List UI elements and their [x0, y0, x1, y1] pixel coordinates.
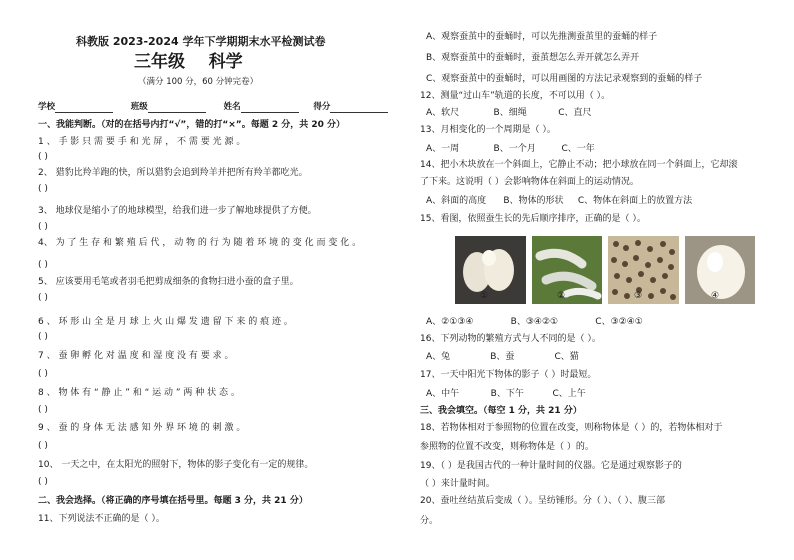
- name-label: 姓名: [223, 102, 241, 112]
- q3-text: 3、 地球仪是缩小了的地球模型，给我们进一步了解地球提供了方便。: [38, 206, 317, 216]
- q12-option-a[interactable]: A、软尺: [426, 108, 460, 118]
- q20-text-line1: 20、蚕吐丝结茧后变成（ ）。呈纺锤形。分（ ）、（ ）、腹三部: [420, 496, 666, 506]
- q16-options: [426, 351, 579, 363]
- q12-option-c[interactable]: C、直尺: [558, 108, 592, 118]
- student-info-row: [38, 101, 388, 113]
- q10-text: 10、 一天之中，在太阳光的照射下，物体的影子变化有一定的规律。: [38, 460, 314, 470]
- q17-text: 17、一天中阳光下物体的影子（ ）时最短。: [420, 370, 597, 380]
- q13-options: [426, 143, 595, 155]
- photo-label-2: ②: [557, 291, 566, 301]
- q19-text-line2: （ ）来计量时间。: [420, 479, 495, 489]
- q12-text: 12、测量“过山车”轨道的长度，不可以用（ ）。: [420, 91, 611, 101]
- moth-image: [455, 236, 526, 304]
- school-field[interactable]: [55, 102, 113, 113]
- q1-answer-paren[interactable]: ( ): [38, 152, 48, 162]
- class-field[interactable]: [148, 102, 206, 113]
- photo-label-4: ④: [711, 291, 720, 301]
- grade-label: 三年级: [134, 52, 185, 72]
- q13-option-a[interactable]: A、一周: [426, 144, 460, 154]
- section1-heading: 一、我能判断。（对的在括号内打“√”，错的打“×”。每题 2 分，共 20 分）: [38, 120, 346, 130]
- q11-option-b[interactable]: B、观察蚕茧中的蚕蛹时，蚕茧想怎么弄开就怎么弄开: [426, 53, 640, 63]
- q12-option-b[interactable]: B、细绳: [493, 108, 527, 118]
- exam-note: （满分 100 分，60 分钟完卷）: [138, 77, 259, 87]
- q4-text: 4、 为 了 生 存 和 繁 殖 后 代 ， 动 物 的 行 为 随 着 环 境 的 变 化 而 变 化 。: [38, 238, 362, 248]
- school-label: 学校: [38, 102, 56, 112]
- q6-text: 6 、 环 形 山 全 是 月 球 上 火 山 爆 发 遗 留 下 来 的 痕 迹 。: [38, 317, 293, 327]
- q17-option-b[interactable]: B、下午: [490, 389, 524, 399]
- q16-option-a[interactable]: A、兔: [426, 352, 451, 362]
- q13-text: 13、月相变化的一个周期是（ ）。: [420, 125, 556, 135]
- q16-text: 16、下列动物的繁殖方式与人不同的是（ ）。: [420, 334, 601, 344]
- q14-option-a[interactable]: A、斜面的高度: [426, 196, 487, 206]
- q18-text-line2: 参照物的位置不改变，则称物体是（ ）的。: [420, 442, 594, 452]
- larvae-image: [532, 236, 603, 304]
- photo-silkworm-cocoon: [685, 236, 756, 304]
- q6-answer-paren[interactable]: ( ): [38, 332, 48, 342]
- q14-text-line1: 14、把小木块放在一个斜面上，它静止不动；把小球放在同一个斜面上，它却滚: [420, 160, 738, 170]
- class-label: 班级: [130, 102, 148, 112]
- q5-answer-paren[interactable]: ( ): [38, 293, 48, 303]
- eggs-image: [608, 236, 679, 304]
- grade-subject: [134, 52, 243, 72]
- q11-option-c[interactable]: C、观察蚕茧中的蚕蛹时，可以用画图的方法记录观察到的蚕蛹的样子: [426, 74, 703, 84]
- score-label: 得分: [313, 102, 331, 112]
- section2-heading: 二、我会选择。（将正确的序号填在括号里。每题 3 分，共 21 分）: [38, 496, 308, 506]
- q13-option-c[interactable]: C、一年: [561, 144, 595, 154]
- q10-answer-paren[interactable]: ( ): [38, 477, 48, 487]
- q12-options: [426, 107, 591, 119]
- photo-silkworm-larvae: [532, 236, 603, 304]
- q7-answer-paren[interactable]: ( ): [38, 369, 48, 379]
- q17-option-c[interactable]: C、上午: [552, 389, 586, 399]
- q16-option-c[interactable]: C、猫: [554, 352, 579, 362]
- q14-options: [426, 195, 692, 207]
- q17-option-a[interactable]: A、中午: [426, 389, 460, 399]
- q17-options: [426, 388, 586, 400]
- q14-option-c[interactable]: C、物体在斜面上的放置方法: [577, 196, 693, 206]
- q11-option-a[interactable]: A、观察蚕茧中的蚕蛹时，可以先推测蚕茧里的蚕蛹的样子: [426, 32, 658, 42]
- q19-text-line1: 19、（ ）是我国古代的一种计量时间的仪器。它是通过观察影子的: [420, 461, 682, 471]
- cocoon-image: [685, 236, 756, 304]
- q20-text-line2: 分。: [420, 516, 439, 526]
- q7-text: 7 、 蚕 卵 孵 化 对 温 度 和 湿 度 没 有 要 求 。: [38, 351, 234, 361]
- name-field[interactable]: [241, 102, 299, 113]
- q15-text: 15、看图，依照蚕生长的先后顺序排序，正确的是（ ）。: [420, 214, 646, 224]
- q13-option-b[interactable]: B、一个月: [493, 144, 536, 154]
- q15-option-a[interactable]: A、②①③④: [426, 317, 474, 327]
- q2-text: 2、 猎豹比羚羊跑的快，所以猎豹会追到羚羊并把所有羚羊都吃光。: [38, 168, 308, 178]
- exam-title: 科教版 2023-2024 学年下学期期末水平检测试卷: [76, 35, 326, 48]
- q9-text: 9 、 蚕 的 身 体 无 法 感 知 外 界 环 境 的 刺 激 。: [38, 423, 246, 433]
- score-field[interactable]: [330, 102, 388, 113]
- photo-silkworm-moths: [455, 236, 526, 304]
- subject-label: 科学: [208, 52, 243, 72]
- photo-silkworm-eggs: [608, 236, 679, 304]
- q14-option-b[interactable]: B、物体的形状: [503, 196, 564, 206]
- q15-option-b[interactable]: B、③④②①: [510, 317, 559, 327]
- q11-text: 11、下列说法不正确的是（ ）。: [38, 514, 165, 524]
- q15-options: [426, 316, 643, 328]
- photo-label-1: ①: [480, 291, 489, 301]
- silkworm-photos: [455, 236, 755, 304]
- photo-label-3: ③: [634, 291, 643, 301]
- q14-text-line2: 了下来。这说明（ ）会影响物体在斜面上的运动情况。: [420, 177, 639, 187]
- q3-answer-paren[interactable]: ( ): [38, 222, 48, 232]
- q8-text: 8 、 物 体 有 “ 静 止 ” 和 “ 运 动 ” 两 种 状 态 。: [38, 388, 240, 398]
- q8-answer-paren[interactable]: ( ): [38, 405, 48, 415]
- q18-text-line1: 18、若物体相对于参照物的位置在改变，则称物体是（ ）的，若物体相对于: [420, 423, 723, 433]
- q9-answer-paren[interactable]: ( ): [38, 441, 48, 451]
- q1-text: 1 、 手 影 只 需 要 手 和 光 屏 ， 不 需 要 光 源 。: [38, 137, 246, 147]
- q16-option-b[interactable]: B、蚕: [490, 352, 515, 362]
- q15-option-c[interactable]: C、③②④①: [595, 317, 643, 327]
- q5-text: 5、 应该要用毛笔或者羽毛把剪成细条的食物扫进小蚕的盒子里。: [38, 277, 299, 287]
- q2-answer-paren[interactable]: ( ): [38, 184, 48, 194]
- q4-answer-paren[interactable]: ( ): [38, 260, 48, 270]
- section3-heading: 三、我会填空。（每空 1 分，共 21 分）: [420, 406, 582, 416]
